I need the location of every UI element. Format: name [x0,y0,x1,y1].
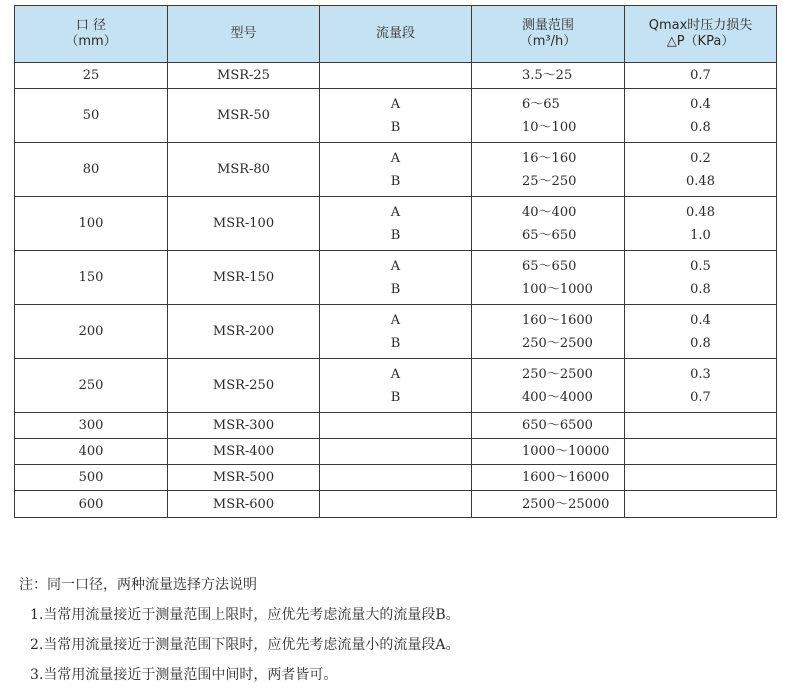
cell-model: MSR-100 [168,197,320,251]
cell-model: MSR-300 [168,413,320,439]
cell-pressure-loss [625,413,777,439]
cell-flow-segment: A B [320,359,472,413]
cell-measure-range: 1600～16000 [472,465,625,491]
table-body [15,63,777,518]
header-diameter: 口 径 （mm） [15,6,168,63]
cell-diameter: 80 [15,143,168,197]
cell-measure-range: 160～1600 250～2500 [472,305,625,359]
cell-diameter: 50 [15,89,168,143]
notes-title: 注：同一口径，两种流量选择方法说明 [19,577,257,593]
cell-model: MSR-25 [168,63,320,89]
flowmeter-spec-table [14,5,777,518]
cell-diameter: 25 [15,63,168,89]
cell-flow-segment [320,491,472,518]
cell-measure-range: 650～6500 [472,413,625,439]
table-row [15,491,777,518]
cell-flow-segment [320,63,472,89]
cell-flow-segment: A B [320,89,472,143]
cell-model: MSR-600 [168,491,320,518]
cell-diameter: 600 [15,491,168,518]
note-item: 3.当常用流量接近于测量范围中间时，两者皆可。 [30,667,338,683]
cell-pressure-loss: 0.48 1.0 [625,197,777,251]
header-pressure-loss: Qmax时压力损失 △P（KPa） [625,6,777,63]
table-row [15,413,777,439]
cell-measure-range: 250～2500 400～4000 [472,359,625,413]
table-row [15,63,777,89]
cell-measure-range: 16～160 25～250 [472,143,625,197]
cell-model: MSR-400 [168,439,320,465]
cell-pressure-loss [625,465,777,491]
cell-pressure-loss: 0.4 0.8 [625,305,777,359]
table-row [15,251,777,305]
cell-flow-segment: A B [320,143,472,197]
cell-diameter: 250 [15,359,168,413]
table-row [15,305,777,359]
table-row [15,465,777,491]
table-row [15,197,777,251]
cell-measure-range: 2500～25000 [472,491,625,518]
table-row [15,89,777,143]
cell-model: MSR-200 [168,305,320,359]
cell-pressure-loss: 0.7 [625,63,777,89]
cell-model: MSR-80 [168,143,320,197]
header-measure-range: 测量范围 （m³/h） [472,6,625,63]
cell-pressure-loss: 0.2 0.48 [625,143,777,197]
cell-pressure-loss: 0.4 0.8 [625,89,777,143]
cell-diameter: 200 [15,305,168,359]
cell-model: MSR-500 [168,465,320,491]
table-row [15,359,777,413]
cell-diameter: 500 [15,465,168,491]
cell-diameter: 300 [15,413,168,439]
cell-pressure-loss [625,439,777,465]
header-model: 型号 [168,6,320,63]
cell-flow-segment: A B [320,197,472,251]
table-header-row [15,6,777,63]
cell-diameter: 400 [15,439,168,465]
spec-table-container [14,5,776,518]
cell-pressure-loss: 0.3 0.7 [625,359,777,413]
notes-section [19,570,460,690]
cell-model: MSR-50 [168,89,320,143]
table-row [15,143,777,197]
cell-flow-segment [320,465,472,491]
cell-diameter: 100 [15,197,168,251]
cell-model: MSR-250 [168,359,320,413]
cell-flow-segment: A B [320,251,472,305]
note-item: 1.当常用流量接近于测量范围上限时，应优先考虑流量大的流量段B。 [30,607,460,623]
cell-measure-range: 1000～10000 [472,439,625,465]
cell-pressure-loss: 0.5 0.8 [625,251,777,305]
note-item: 2.当常用流量接近于测量范围下限时，应优先考虑流量小的流量段A。 [30,637,460,653]
cell-flow-segment: A B [320,305,472,359]
cell-flow-segment [320,439,472,465]
cell-diameter: 150 [15,251,168,305]
header-flow-segment: 流量段 [320,6,472,63]
table-row [15,439,777,465]
cell-measure-range: 40～400 65～650 [472,197,625,251]
cell-flow-segment [320,413,472,439]
cell-model: MSR-150 [168,251,320,305]
cell-measure-range: 3.5～25 [472,63,625,89]
cell-measure-range: 65～650 100～1000 [472,251,625,305]
cell-measure-range: 6～65 10～100 [472,89,625,143]
cell-pressure-loss [625,491,777,518]
